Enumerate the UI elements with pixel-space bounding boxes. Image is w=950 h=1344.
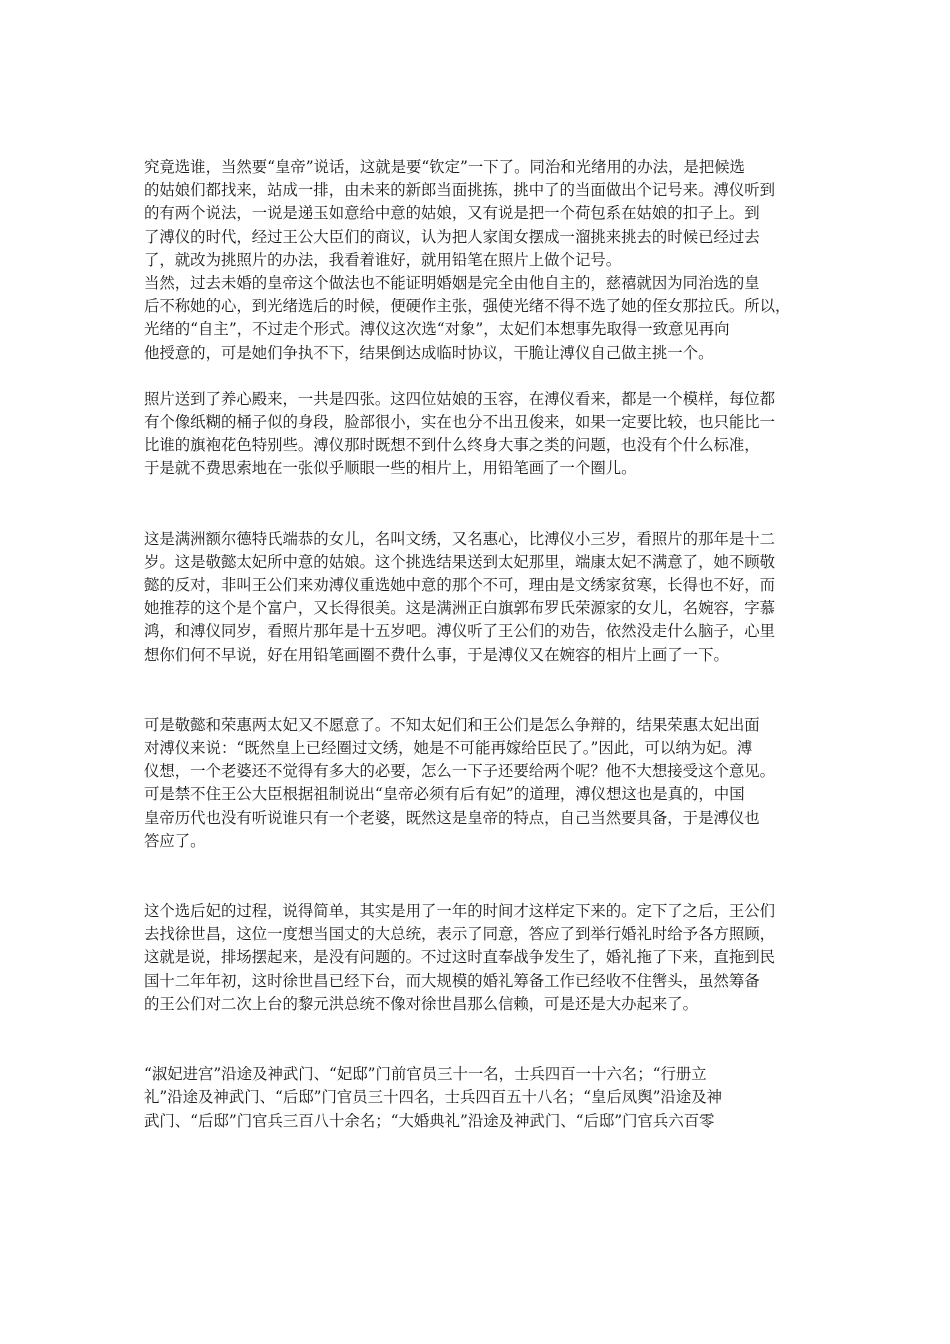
paragraph-7	[144, 1063, 824, 1133]
paragraph-spacer	[144, 853, 824, 900]
text-line: 去找徐世昌，这位一度想当国丈的大总统，表示了同意，答应了到举行婚礼时给予各方照顾，	[144, 925, 776, 944]
text-line: 于是就不费思索地在一张似乎顺眼一些的相片上，用铅笔画了一个圈儿。	[144, 459, 637, 478]
paragraph-spacer	[144, 1016, 824, 1063]
document-body	[144, 156, 824, 1133]
text-line: 当然，过去未婚的皇帝这个做法也不能证明婚姻是完全由他自主的，慈禧就因为同治选的皇	[144, 274, 760, 293]
text-line: 了，就改为挑照片的办法，我看着谁好，就用铅笔在照片上做个记号。	[144, 250, 622, 269]
paragraph-6	[144, 900, 824, 1016]
text-line: 比谁的旗袍花色特别些。溥仪那时既想不到什么终身大事之类的问题，也没有个什么标准，	[144, 436, 760, 455]
paragraph-2	[144, 272, 824, 365]
text-line: 的有两个说法，一说是递玉如意给中意的姑娘，又有说是把一个荷包系在姑娘的扣子上。到	[144, 204, 760, 223]
text-line: 想你们何不早说，好在用铅笔画圈不费什么事，于是溥仪又在婉容的相片上画了一下。	[144, 645, 729, 664]
text-line: 后不称她的心，到光绪选后的时候，便硬作主张，强使光绪不得不选了她的侄女那拉氏。所以，	[144, 297, 791, 316]
text-line: 有个像纸糊的桶子似的身段，脸部很小，实在也分不出丑俊来，如果一定要比较，也只能比一	[144, 413, 776, 432]
paragraph-5	[144, 714, 824, 853]
paragraph-spacer	[144, 481, 824, 528]
text-line: 究竟选谁，当然要“皇帝”说话，这就是要“钦定”一下了。同治和光绪用的办法，是把候选	[144, 158, 745, 176]
text-line: 这就是说，排场摆起来，是没有问题的。不过这时直奉战争发生了，婚礼拖了下来，直拖到民	[144, 948, 776, 967]
text-line: 光绪的“自主”，不过走个形式。溥仪这次选“对象”，太妃们本想事先取得一致意见再向	[144, 320, 730, 339]
text-line: 的王公们对二次上台的黎元洪总统不像对徐世昌那么信赖，可是还是大办起来了。	[144, 994, 699, 1013]
text-line: 了溥仪的时代，经过王公大臣们的商议，认为把人家闺女摆成一溜挑来挑去的时候已经过去	[144, 227, 760, 246]
text-line: 可是禁不住王公大臣根据祖制说出“皇帝必须有后有妃”的道理，溥仪想这也是真的，中国	[144, 785, 745, 804]
text-line: 懿的反对，非叫王公们来劝溥仪重选她中意的那个不可，理由是文绣家贫寒，长得也不好，而	[144, 576, 776, 595]
text-line: 答应了。	[144, 831, 206, 850]
text-line: 国十二年年初，这时徐世昌已经下台，而大规模的婚礼筹备工作已经收不住辔头，虽然筹备	[144, 971, 760, 990]
text-line: 武门、“后邸”门官兵三百八十余名；“大婚典礼”沿途及神武门、“后邸”门官兵六百零	[144, 1111, 715, 1130]
paragraph-spacer	[144, 365, 824, 388]
text-line: 他授意的，可是她们争执不下，结果倒达成临时协议，干脆让溥仪自己做主挑一个。	[144, 343, 714, 362]
text-line: 岁。这是敬懿太妃所中意的姑娘。这个挑选结果送到太妃那里，端康太妃不满意了，她不顾敬	[144, 552, 776, 571]
paragraph-4	[144, 528, 824, 667]
text-line: 她推荐的这个是个富户，又长得很美。这是满洲正白旗郭布罗氏荣源家的女儿，名婉容，字慕	[144, 599, 776, 618]
text-line: 对溥仪来说：“既然皇上已经圈过文绣，她是不可能再嫁给臣民了。”因此，可以纳为妃。溥	[144, 739, 753, 758]
text-line: 这是满洲额尔德特氏端恭的女儿，名叫文绣，又名惠心，比溥仪小三岁，看照片的那年是十二	[144, 529, 776, 548]
text-line: 鸿，和溥仪同岁，看照片那年是十五岁吧。溥仪听了王公们的劝告，依然没走什么脑子，心里	[144, 622, 776, 641]
text-line: 皇帝历代也没有听说谁只有一个老婆，既然这是皇帝的特点，自己当然要具备，于是溥仪也	[144, 808, 760, 827]
text-line: 礼”沿途及神武门、“后邸”门官员三十四名，士兵四百五十八名；“皇后凤舆”沿途及神	[144, 1088, 723, 1107]
paragraph-spacer	[144, 667, 824, 714]
text-line: 照片送到了养心殿来，一共是四张。这四位姑娘的玉容，在溥仪看来，都是一个模样，每位都	[144, 389, 776, 408]
text-line: “淑妃进宫”沿途及神武门、“妃邸”门前官员三十一名，士兵四百一十六名；“行册立	[144, 1065, 707, 1084]
text-line: 仪想，一个老婆还不觉得有多大的必要，怎么一下子还要给两个呢？他不大想接受这个意见。	[144, 762, 776, 781]
text-line: 可是敬懿和荣惠两太妃又不愿意了。不知太妃们和王公们是怎么争辩的，结果荣惠太妃出面	[144, 715, 760, 734]
paragraph-1	[144, 156, 824, 272]
paragraph-3	[144, 388, 824, 481]
text-line: 这个选后妃的过程，说得简单，其实是用了一年的时间才这样定下来的。定下了之后，王公们	[144, 902, 776, 921]
text-line: 的姑娘们都找来，站成一排，由未来的新郎当面挑拣，挑中了的当面做出个记号来。溥仪听到	[144, 181, 776, 200]
